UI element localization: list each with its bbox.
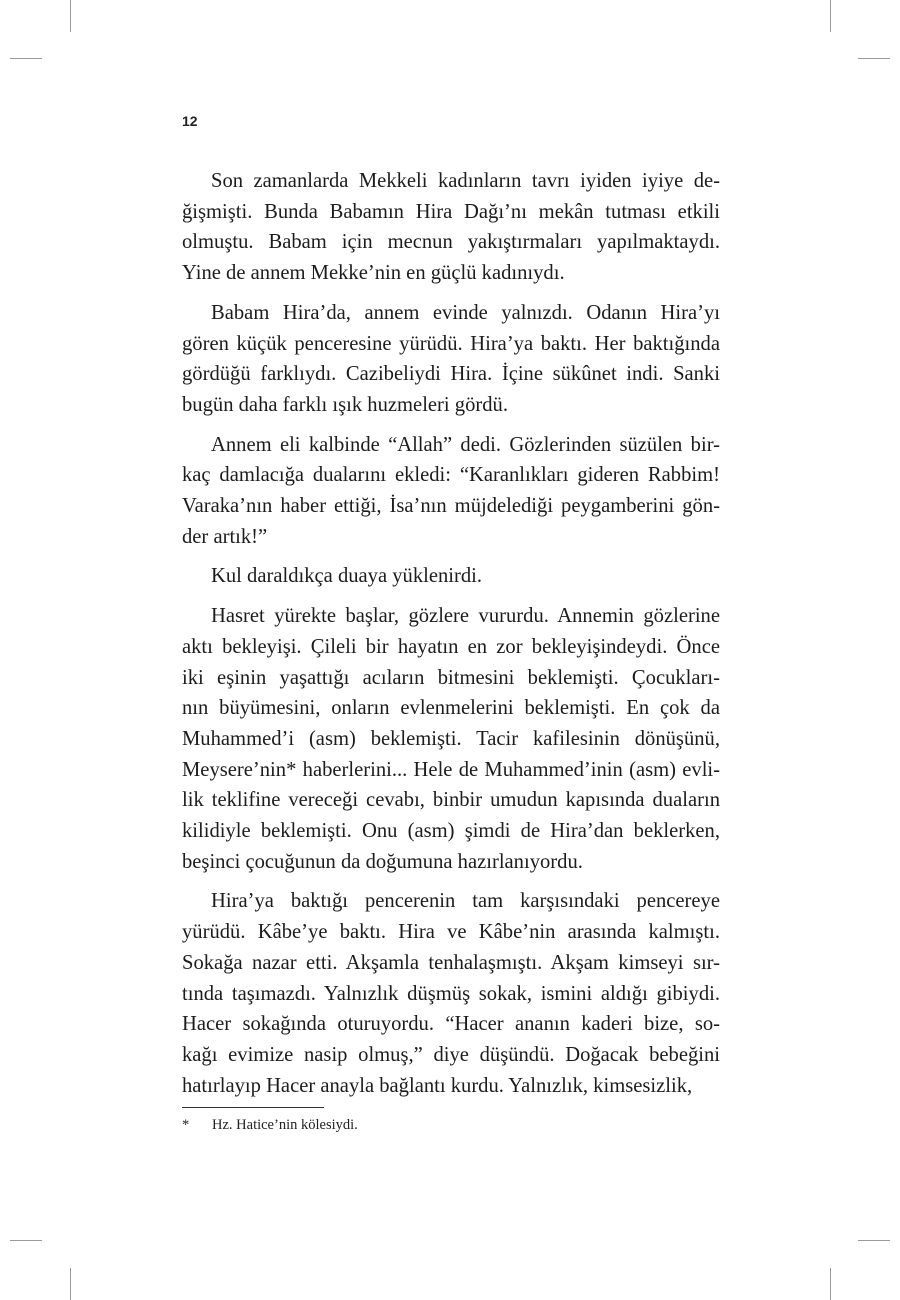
text-line: olmuştu. Babam için mecnun yakıştırmaları yapılmaktaydı. (182, 231, 720, 254)
text-line: Hasret yürekte başlar, gözlere vururdu. Annemin gözlerine (211, 605, 720, 628)
text-line: kaç damlacığa dualarını ekledi: “Karanlıkları gideren Rabbim! (182, 464, 720, 487)
crop-mark-right-top (858, 58, 890, 59)
crop-mark-bottom-right (830, 1268, 831, 1300)
crop-mark-top-left (70, 0, 71, 32)
text-line: kilidiyle beklemişti. Onu (asm) şimdi de Hira’dan beklerken, (182, 820, 720, 843)
text-line: Varaka’nın haber ettiği, İsa’nın müjdelediği peygamberini gön- (182, 495, 720, 518)
text-line: aktı bekleyişi. Çileli bir hayatın en zor bekleyişindeydi. Önce (182, 635, 720, 658)
body-text (182, 166, 720, 1110)
text-line: Kul daraldıkça duaya yüklenirdi. (211, 565, 483, 588)
text-line: ğişmişti. Bunda Babamın Hira Dağı’nı mekân tutması etkili (182, 200, 720, 223)
text-line: Sokağa nazar etti. Akşamla tenhalaşmıştı. Akşam kimseyi sır- (182, 951, 720, 974)
text-line: gören küçük penceresine yürüdü. Hira’ya baktı. Her baktığında (182, 332, 720, 355)
paragraph (182, 601, 720, 877)
paragraph (182, 430, 720, 553)
page-number: 12 (182, 113, 198, 129)
crop-mark-right-bottom (858, 1240, 890, 1241)
text-line: bugün daha farklı ışık huzmeleri gördü. (182, 393, 508, 416)
text-line: gördüğü farklıydı. Cazibeliydi Hira. İçine sükûnet indi. Sanki (182, 363, 720, 386)
footnote-marker: * (182, 1117, 190, 1133)
text-line: yürüdü. Kâbe’ye baktı. Hira ve Kâbe’nin arasında kalmıştı. (182, 921, 720, 944)
text-line: kağı evimize nasip olmuş,” diye düşündü. Doğacak bebeğini (182, 1043, 720, 1066)
text-line: Son zamanlarda Mekkeli kadınların tavrı iyiden iyiye de- (211, 170, 720, 192)
crop-mark-left-top (10, 58, 42, 59)
footnote-rule (182, 1107, 324, 1108)
text-line: tında taşımazdı. Yalnızlık düşmüş sokak, ismini aldığı gibiydi. (182, 982, 720, 1005)
text-line: Yine de annem Mekke’nin en güçlü kadınıydı. (182, 262, 565, 285)
text-line: der artık!” (182, 525, 268, 548)
paragraph (182, 298, 720, 421)
crop-mark-left-bottom (10, 1240, 42, 1241)
paragraph (182, 886, 720, 1101)
text-line: hatırlayıp Hacer anayla bağlantı kurdu. Yalnızlık, kimsesizlik, (182, 1074, 693, 1097)
paragraph (182, 166, 720, 289)
text-line: iki eşinin yaşattığı acıların bitmesini beklemişti. Çocukları- (182, 666, 720, 689)
text-line: nın büyümesini, onların evlenmelerini beklemişti. En çok da (182, 697, 720, 720)
text-line: Hira’ya baktığı pencerenin tam karşısındaki pencereye (211, 890, 720, 913)
footnote (182, 1116, 358, 1134)
crop-mark-top-right (830, 0, 831, 32)
text-line: Muhammed’i (asm) beklemişti. Tacir kafilesinin dönüşünü, (182, 727, 720, 750)
text-line: Babam Hira’da, annem evinde yalnızdı. Odanın Hira’yı (211, 301, 720, 324)
text-line: beşinci çocuğunun da doğumuna hazırlanıyordu. (182, 850, 583, 873)
text-line: Meysere’nin* haberlerini... Hele de Muhammed’inin (asm) evli- (182, 758, 720, 781)
text-line: Annem eli kalbinde “Allah” dedi. Gözlerinden süzülen bir- (211, 433, 720, 456)
crop-mark-bottom-left (70, 1268, 71, 1300)
text-line: Hacer sokağında oturuyordu. “Hacer ananın kaderi bize, so- (182, 1013, 720, 1036)
text-line: lik teklifine vereceği cevabı, binbir umudun kapısında duaların (182, 789, 720, 812)
paragraph (182, 561, 720, 592)
footnote-text: Hz. Hatice’nin kölesiydi. (212, 1117, 358, 1133)
